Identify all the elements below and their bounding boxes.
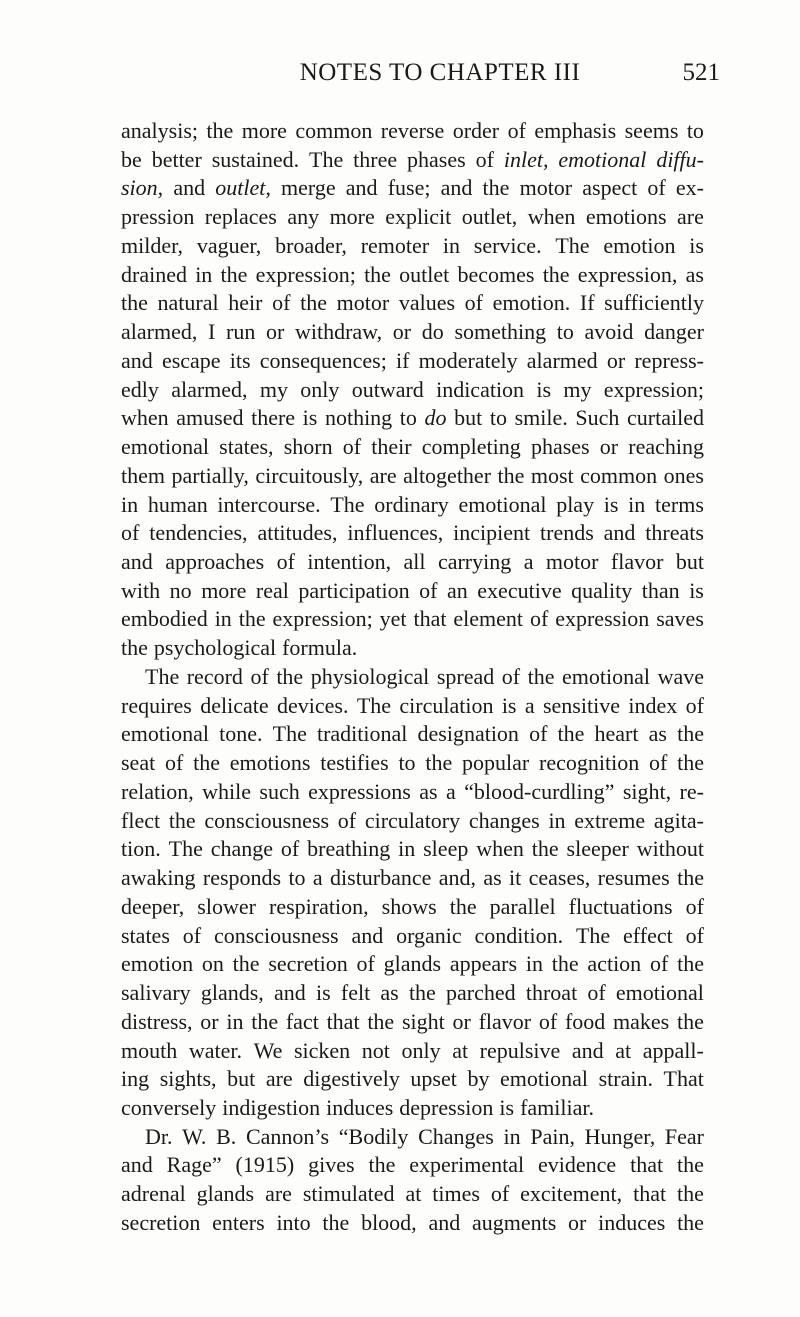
text-line: and approaches of intention, all carrying a motor flavor but — [121, 549, 704, 575]
text-line: emotional states, shorn of their completing phases or reaching — [121, 434, 704, 460]
text-line: in human intercourse. The ordinary emotional play is in terms — [121, 491, 704, 517]
running-head — [120, 58, 720, 98]
running-title: NOTES TO CHAPTER III — [299, 59, 581, 86]
text-line: Dr. W. B. Cannon’s “Bodily Changes in Pain, Hunger, Fear — [145, 1123, 704, 1149]
text-line: secretion enters into the blood, and augments or induces the — [121, 1209, 704, 1235]
text-line: distress, or in the fact that the sight or flavor of food makes the — [121, 1008, 704, 1034]
text-line: flect the consciousness of circulatory changes in extreme agita- — [121, 807, 704, 833]
text-line: and Rage” (1915) gives the experimental evidence that the — [121, 1152, 704, 1178]
text-line: conversely indigestion induces depression is familiar. — [121, 1094, 594, 1120]
text-line: with no more real participation of an executive quality than is — [121, 577, 704, 603]
text-line: seat of the emotions testifies to the popular recognition of the — [121, 750, 704, 776]
text-line: emotional tone. The traditional designation of the heart as the — [121, 721, 704, 747]
text-line: them partially, circuitously, are altogether the most common ones — [121, 462, 704, 488]
text-line: embodied in the expression; yet that element of expression saves — [121, 606, 704, 632]
text-line: deeper, slower respiration, shows the parallel fluctuations of — [121, 893, 704, 919]
text-line: analysis; the more common reverse order of emphasis seems to — [121, 118, 704, 143]
text-line: the natural heir of the motor values of emotion. If sufficiently — [121, 290, 704, 316]
text-line: ing sights, but are digestively upset by emotional strain. That — [121, 1066, 704, 1092]
text-line: salivary glands, and is felt as the parched throat of emotional — [121, 980, 704, 1006]
text-line: alarmed, I run or withdraw, or do something to avoid danger — [121, 319, 704, 345]
text-line: the psychological formula. — [121, 635, 358, 661]
text-line: tion. The change of breathing in sleep when the sleeper without — [121, 836, 704, 862]
text-line: The record of the physiological spread of the emotional wave — [145, 663, 704, 689]
text-line: be better sustained. The three phases of inlet, emotional diffu- — [121, 146, 704, 172]
text-line: emotion on the secretion of glands appears in the action of the — [121, 951, 704, 977]
text-line: relation, while such expressions as a “blood-curdling” sight, re- — [121, 778, 704, 804]
text-line: of tendencies, attitudes, influences, incipient trends and threats — [121, 520, 704, 546]
text-line: requires delicate devices. The circulation is a sensitive index of — [121, 692, 704, 718]
body-text — [121, 117, 704, 1238]
text-line: adrenal glands are stimulated at times of excitement, that the — [121, 1181, 704, 1207]
text-line: pression replaces any more explicit outlet, when emotions are — [121, 204, 704, 230]
text-line: edly alarmed, my only outward indication is my expression; — [121, 376, 704, 402]
text-line: when amused there is nothing to do but to smile. Such curtailed — [121, 405, 704, 431]
text-line: and escape its consequences; if moderately alarmed or repress- — [121, 347, 704, 373]
text-line: awaking responds to a disturbance and, as it ceases, resumes the — [121, 865, 704, 891]
page-number: 521 — [682, 59, 720, 86]
text-line: sion, and outlet, merge and fuse; and the motor aspect of ex- — [121, 175, 704, 201]
text-line: states of consciousness and organic condition. The effect of — [121, 922, 704, 948]
text-line: milder, vaguer, broader, remoter in service. The emotion is — [121, 232, 704, 258]
text-line: mouth water. We sicken not only at repulsive and at appall- — [121, 1037, 704, 1063]
text-line: drained in the expression; the outlet becomes the expression, as — [121, 261, 704, 287]
